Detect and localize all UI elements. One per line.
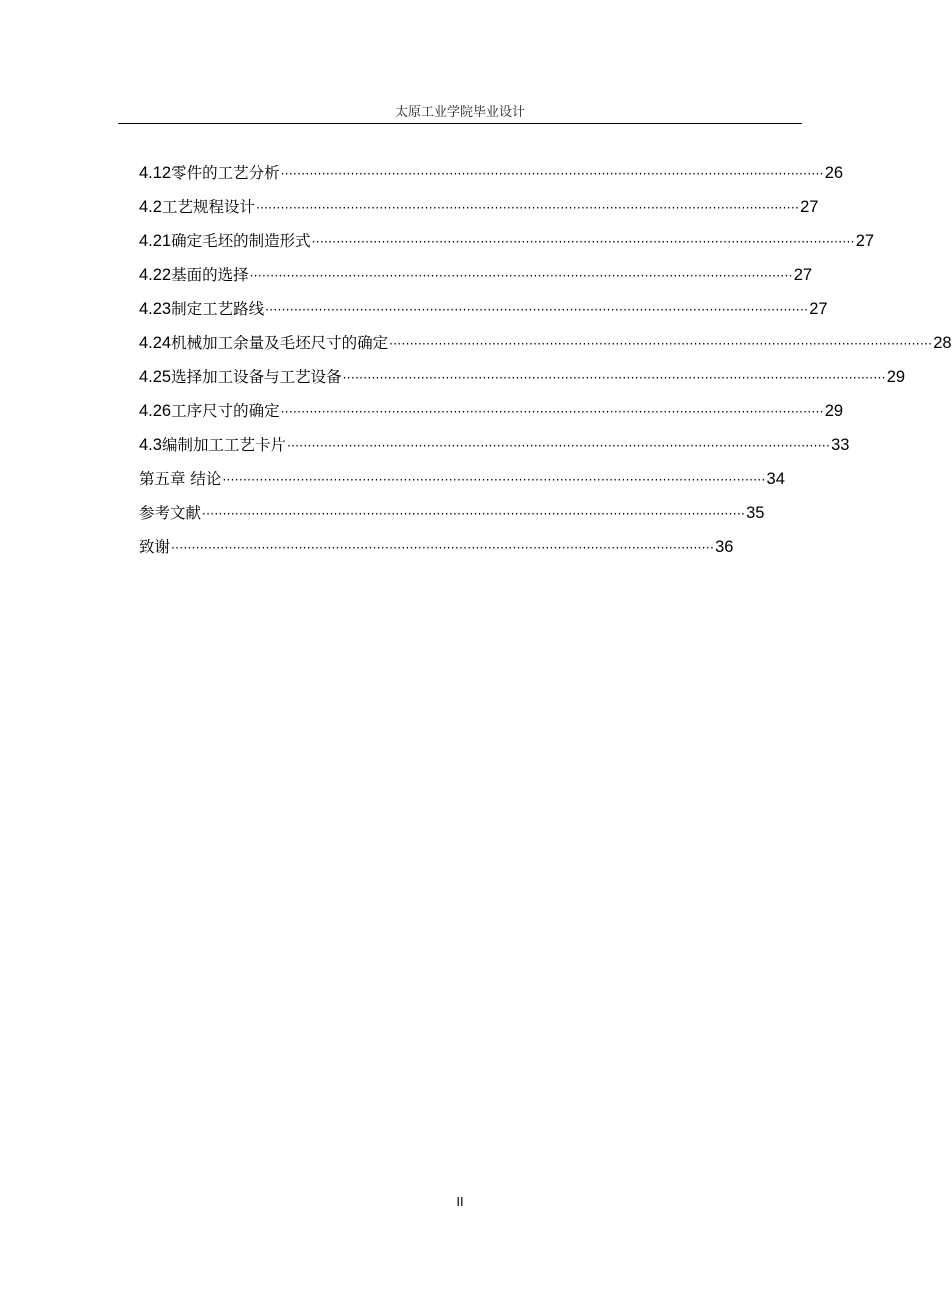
toc-entry-title: 确定毛坯的制造形式 — [171, 232, 311, 250]
toc-entry-page: 29 — [886, 368, 906, 386]
toc-entry — [139, 500, 765, 526]
toc-entry-page: 27 — [800, 198, 819, 216]
toc-entry-title: 制定工艺路线 — [171, 300, 265, 318]
toc-entry-title: 参考文献 — [139, 504, 202, 522]
toc-entry — [139, 398, 844, 424]
toc-entry — [139, 296, 828, 322]
toc-entry — [139, 330, 952, 356]
toc-entry-title: 选择加工设备与工艺设备 — [171, 368, 342, 386]
toc-entry — [139, 466, 785, 492]
toc-entry-title: 工序尺寸的确定 — [171, 402, 280, 420]
toc-entry-title: 零件的工艺分析 — [171, 164, 280, 182]
toc-entry-page: 28 — [933, 334, 952, 352]
toc-entry-number: 4.21 — [139, 232, 172, 250]
toc-entry-number: 4.23 — [139, 300, 172, 318]
toc-entry-title: 编制加工工艺卡片 — [161, 436, 286, 454]
toc-leader-dots: ···································································································································· — [202, 507, 746, 521]
toc-entry — [139, 228, 875, 254]
toc-entry — [139, 364, 906, 390]
running-header: 太原工业学院毕业设计 — [394, 105, 525, 120]
toc-entry-title: 基面的选择 — [171, 266, 249, 284]
toc-entry-title: 机械加工余量及毛坯尺寸的确定 — [171, 334, 389, 352]
toc-entry-number: 4.2 — [139, 198, 162, 216]
toc-leader-dots: ···································································································································· — [286, 439, 831, 453]
page-number-footer: II — [456, 1194, 464, 1209]
toc-leader-dots: ···································································································································· — [280, 405, 824, 419]
toc-leader-dots: ···································································································································· — [249, 269, 793, 283]
toc-entry-number: 4.24 — [139, 334, 172, 352]
toc-entry-page: 36 — [715, 538, 734, 556]
toc-entry-page: 27 — [793, 266, 813, 284]
toc-entry — [139, 432, 850, 458]
toc-leader-dots: ···································································································································· — [222, 473, 766, 487]
toc-entry-number: 4.3 — [139, 436, 162, 454]
toc-leader-dots: ···································································································································· — [280, 167, 824, 181]
toc-entry-number: 4.22 — [139, 266, 172, 284]
toc-leader-dots: ···································································································································· — [255, 201, 800, 215]
toc-entry — [139, 534, 734, 560]
toc-entry-page: 27 — [809, 300, 828, 318]
toc-leader-dots: ···································································································································· — [171, 541, 715, 555]
toc-entry-number: 4.12 — [139, 164, 172, 182]
toc-entry-page: 26 — [824, 164, 844, 182]
toc-entry-title: 工艺规程设计 — [161, 198, 255, 216]
toc-leader-dots: ···································································································································· — [311, 235, 855, 249]
toc-entry-title: 致谢 — [139, 538, 171, 556]
toc-entry-page: 35 — [746, 504, 765, 522]
toc-entry-page: 29 — [824, 402, 844, 420]
toc-entry-page: 34 — [766, 470, 785, 488]
toc-entry-page: 33 — [831, 436, 850, 454]
toc-entry-title: 第五章 结论 — [139, 470, 222, 488]
toc-entry — [139, 262, 813, 288]
toc-leader-dots: ···································································································································· — [265, 303, 809, 317]
header-rule — [118, 123, 802, 124]
toc-entry — [139, 194, 819, 220]
toc-leader-dots: ···································································································································· — [342, 371, 886, 385]
toc-entry-number: 4.26 — [139, 402, 172, 420]
toc-leader-dots: ···································································································································· — [389, 337, 933, 351]
toc-entry-number: 4.25 — [139, 368, 172, 386]
toc-entry-page: 27 — [855, 232, 875, 250]
toc-entry — [139, 160, 844, 186]
